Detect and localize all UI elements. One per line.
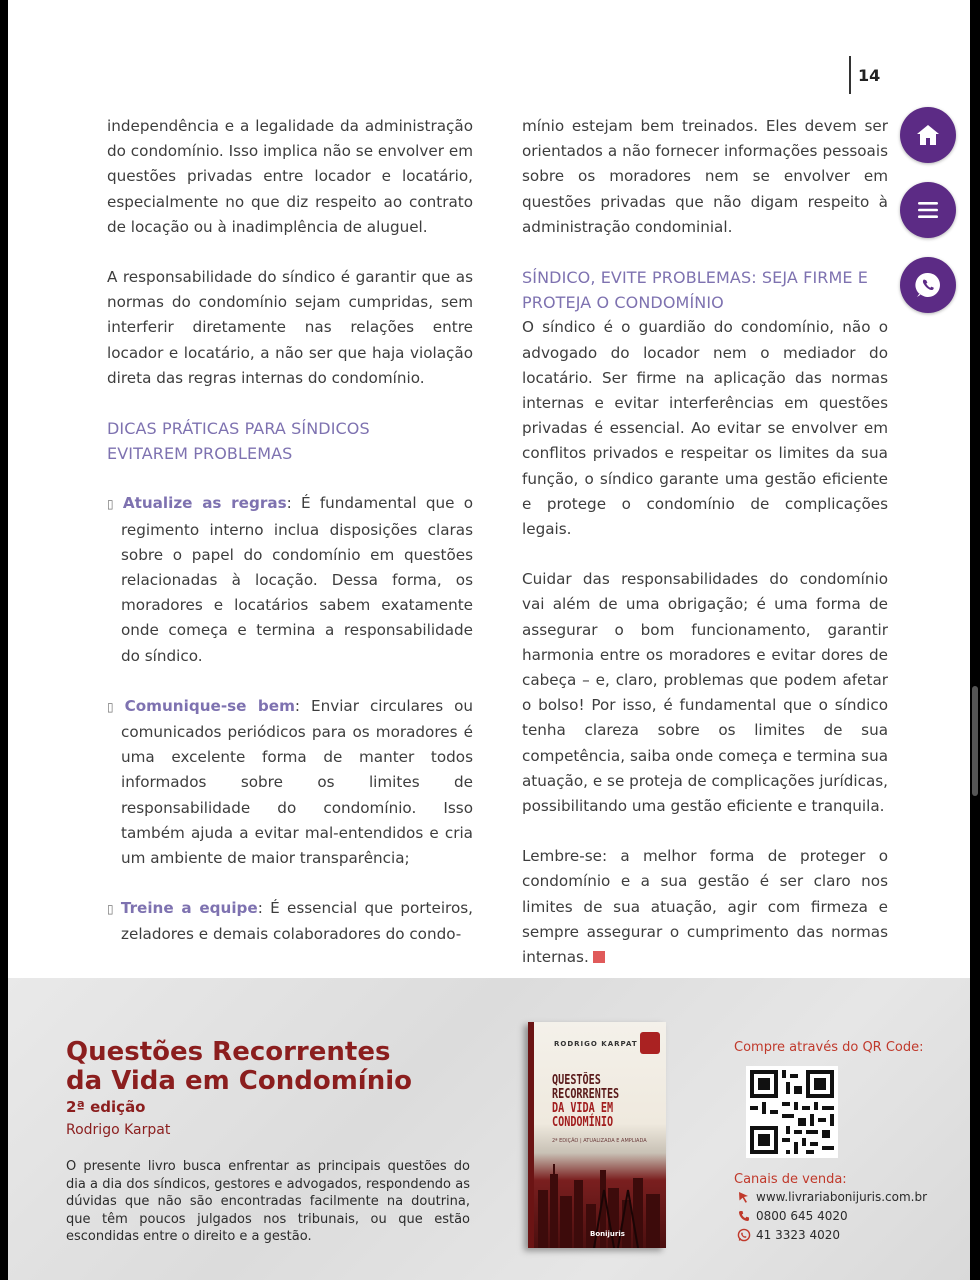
section-heading-sindico: [522, 265, 888, 315]
ad-description: O presente livro busca enfrentar as principais questões do dia a dia dos síndicos, gestores e advogados, respondendo as dúvidas que não são encontradas facilmente na doutrina, que têm poucos julgados nos tribunais, ou que estão escondidas entre o direito e a gestão.: [66, 1159, 470, 1244]
book-title-line-2: RECORRENTES: [552, 1087, 620, 1102]
phone-icon: [736, 1209, 752, 1223]
book-title-line-3: DA VIDA EM CONDOMÍNIO: [552, 1101, 614, 1130]
bullet-mark: ▯: [107, 699, 114, 714]
scrollbar-track[interactable]: [970, 0, 980, 1280]
book-title-line-1: QUESTÕES: [552, 1073, 601, 1088]
bullet-title: Comunique-se bem: [124, 696, 295, 715]
website-link[interactable]: [736, 1190, 927, 1204]
book-cover: [528, 1022, 666, 1248]
left-paragraph-1: independência e a legalidade da administração do condomínio. Isso implica não se envolver em questões privadas entre locador e locatário, especialmente no que diz respeito ao contrato de locação ou à inadimplência de aluguel.: [107, 117, 473, 236]
menu-button[interactable]: [900, 182, 956, 238]
bullet-text: : É fundamental que o regimento interno inclua disposições claras sobre o papel do condomínio em questões relacionadas à locação. Dessa forma, os moradores e locatários sabem exatamente onde começa e termina a responsabilidade do síndico.: [121, 494, 474, 665]
ad-edition: 2ª edição: [66, 1098, 146, 1116]
ad-title-line-2: da Vida em Condomínio: [66, 1066, 412, 1096]
ad-title: [66, 1038, 412, 1096]
home-button[interactable]: [900, 107, 956, 163]
document-page: [8, 0, 970, 1280]
book-cover-title: [552, 1074, 641, 1130]
page-number: 14: [858, 66, 881, 85]
home-icon: [914, 121, 942, 149]
menu-icon: [915, 197, 941, 223]
right-paragraph-3: Cuidar das responsabilidades do condomínio vai além de uma obrigação; é uma forma de assegurar o bom funcionamento, garantir harmonia entre os moradores e evitar dores de cabeça – e, claro, problemas que podem afetar o bolso! Por isso, é fundamental que o síndico tenha clareza sobre os limites de sua competência, saiba onde começa e termina sua atuação, e se proteja de complicações jurídicas, possibilitando uma gestão eficiente e tranquila.: [522, 570, 888, 816]
cursor-icon: [736, 1190, 752, 1204]
bullet-item-atualize: [107, 491, 473, 668]
website-text: www.livrariabonijuris.com.br: [756, 1190, 927, 1204]
bullet-text: : É essencial que porteiros, zeladores e demais colaboradores do condo-: [121, 899, 473, 944]
bullet-mark: ▯: [107, 497, 114, 512]
heading-line-1: DICAS PRÁTICAS PARA SÍNDICOS: [107, 419, 370, 439]
bullet-title: Atualize as regras: [122, 494, 287, 513]
right-paragraph-4-text: Lembre-se: a melhor forma de proteger o condomínio e a sua gestão é ser claro nos limites de sua atuação, agir com firmeza e sempre assegurar o cumprimento das normas internas.: [522, 847, 888, 967]
whatsapp-button[interactable]: [900, 257, 956, 313]
book-seal-icon: [640, 1032, 660, 1054]
scrollbar-thumb[interactable]: [972, 686, 978, 796]
book-cover-author: RODRIGO KARPAT: [554, 1040, 638, 1048]
right-paragraph-2: O síndico é o guardião do condomínio, não o advogado do locador nem o mediador do locatário. Ser firme na aplicação das normas internas e evitar interferências em questões privadas é essencial. Ao evitar se envolver em conflitos privados e respeitar os limites da sua função, o síndico garante uma gestão eficiente e protege o condomínio de complicações legais.: [522, 318, 888, 539]
book-advertisement: [8, 978, 970, 1280]
section-heading-dicas: [107, 416, 473, 466]
bullet-mark: ▯: [107, 902, 114, 917]
right-paragraph-4: [522, 844, 888, 970]
bullet-title: Treine a equipe: [120, 899, 258, 918]
ad-title-line-1: Questões Recorrentes: [66, 1037, 391, 1067]
bullet-text: : Enviar circulares ou comunicados periódicos para os moradores é uma excelente forma de manter todos informados sobre os limites de responsabilidade do condomínio. Isso também ajuda a evitar mal-entendidos e cria um ambiente de maior transparência;: [121, 696, 474, 868]
book-cover-publisher: Bonijuris: [590, 1230, 625, 1238]
left-column: [107, 114, 473, 948]
left-paragraph-2: A responsabilidade do síndico é garantir que as normas do condomínio sejam cumpridas, sem interferir diretamente nas relações entre locador e locatário, a não ser que haja violação direta das regras internas do condomínio.: [107, 268, 473, 387]
whatsapp-text: 41 3323 4020: [756, 1228, 840, 1242]
phone-text: 0800 645 4020: [756, 1209, 848, 1223]
sales-channels-label: Canais de venda:: [734, 1172, 847, 1187]
qr-label: Compre através do QR Code:: [734, 1040, 924, 1055]
heading-line-1: SÍNDICO, EVITE PROBLEMAS: SEJA FIRME E: [522, 268, 868, 288]
book-cover-edition: 2ª EDIÇÃO | ATUALIZADA E AMPLIADA: [552, 1138, 647, 1144]
end-of-article-square: [593, 951, 605, 963]
bullet-item-treine: [107, 896, 473, 947]
bullet-item-comunique: [107, 694, 473, 871]
whatsapp-icon: [913, 270, 943, 300]
right-paragraph-1: mínio estejam bem treinados. Eles devem ser orientados a não fornecer informações pessoais sobre os moradores nem se envolver em questões privadas que não digam respeito à administração condominial.: [522, 117, 888, 236]
qr-code-icon[interactable]: [746, 1066, 838, 1158]
whatsapp-link[interactable]: [736, 1228, 840, 1242]
phone-link[interactable]: [736, 1209, 848, 1223]
heading-line-2: PROTEJA O CONDOMÍNIO: [522, 293, 724, 313]
ad-author: Rodrigo Karpat: [66, 1122, 171, 1138]
heading-line-2: EVITAREM PROBLEMAS: [107, 444, 293, 464]
page-number-rule: [849, 56, 851, 94]
whatsapp-small-icon: [736, 1228, 752, 1242]
right-column: [522, 114, 888, 970]
